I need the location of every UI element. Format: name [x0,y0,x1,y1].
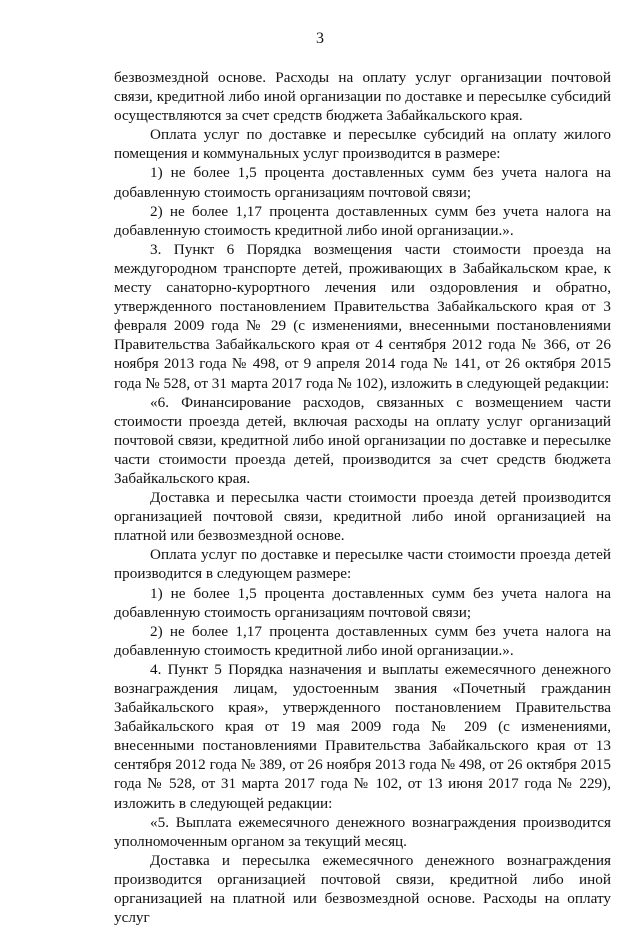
paragraph-clause-4: 4. Пункт 5 Порядка назначения и выплаты ежемесячного денежного вознаграждения лицам, удостоенным звания «Почетный гражданин Забайкальского края», утвержденного постановлением Правительства Забайкальского края от 19 мая 2009 года № 209 (с изменениями, внесенными постановлениями Правительства Забайкальского края от 13 сентября 2012 года № 389, от 26 ноября 2013 года № 498, от 26 октября 2015 года № 528, от 31 марта 2017 года № 102, от 13 июня 2017 года № 229), изложить в следующей редакции: [114,660,611,812]
paragraph-item-1-postal: 1) не более 1,5 процента доставленных сумм без учета налога на добавленную стоимость организациям почтовой связи; [114,164,611,201]
page-number: 3 [316,30,324,47]
paragraph-clause-5-payment: «5. Выплата ежемесячного денежного вознаграждения производится уполномоченным органом за текущий месяц. [114,813,611,850]
paragraph-item-2-credit: 2) не более 1,17 процента доставленных сумм без учета налога на добавленную стоимость кредитной либо иной организации.». [114,202,611,239]
paragraph-clause-3: 3. Пункт 6 Порядка возмещения части стоимости проезда на междугородном транспорте детей, проживающих в Забайкальском крае, к месту санаторно-курортного лечения или оздоровления и обратно, утвержденного постановлением Правительства Забайкальского края от 3 февраля 2009 года № 29 (с изменениями, внесенными постановлениями Правительства Забайкальского края от 4 сентября 2012 года № 366, от 26 ноября 2013 года № 498, от 9 апреля 2014 года № 141, от 26 октября 2015 года № 528, от 31 марта 2017 года № 102), изложить в следующей редакции: [114,240,611,392]
paragraph-item-1-postal-children: 1) не более 1,5 процента доставленных сумм без учета налога на добавленную стоимость организациям почтовой связи; [114,584,611,621]
paragraph-delivery-children: Доставка и пересылка части стоимости проезда детей производится организацией почтовой связи, кредитной либо иной организацией на платной или безвозмездной основе. [114,489,611,545]
paragraph-payment-children: Оплата услуг по доставке и пересылке части стоимости проезда детей производится в следующем размере: [114,546,611,583]
document-body [114,68,611,927]
paragraph-subsidy-payment: Оплата услуг по доставке и пересылке субсидий на оплату жилого помещения и коммунальных услуг производится в размере: [114,126,611,163]
paragraph-delivery-reward: Доставка и пересылка ежемесячного денежного вознаграждения производится организацией почтовой связи, кредитной либо иной организацией на платной или безвозмездной основе. Расходы на оплату услуг [114,851,611,927]
paragraph-item-2-credit-children: 2) не более 1,17 процента доставленных сумм без учета налога на добавленную стоимость кредитной либо иной организации.». [114,622,611,659]
paragraph-clause-6-financing: «6. Финансирование расходов, связанных с возмещением части стоимости проезда детей, включая расходы на оплату услуг организаций почтовой связи, кредитной либо иной организации по доставке и пересылке части стоимости проезда детей, производится за счет средств бюджета Забайкальского края. [114,393,611,487]
paragraph-continuation: безвозмездной основе. Расходы на оплату услуг организации почтовой связи, кредитной либо иной организации по доставке и пересылке субсидий осуществляются за счет средств бюджета Забайкальского края. [114,69,611,125]
